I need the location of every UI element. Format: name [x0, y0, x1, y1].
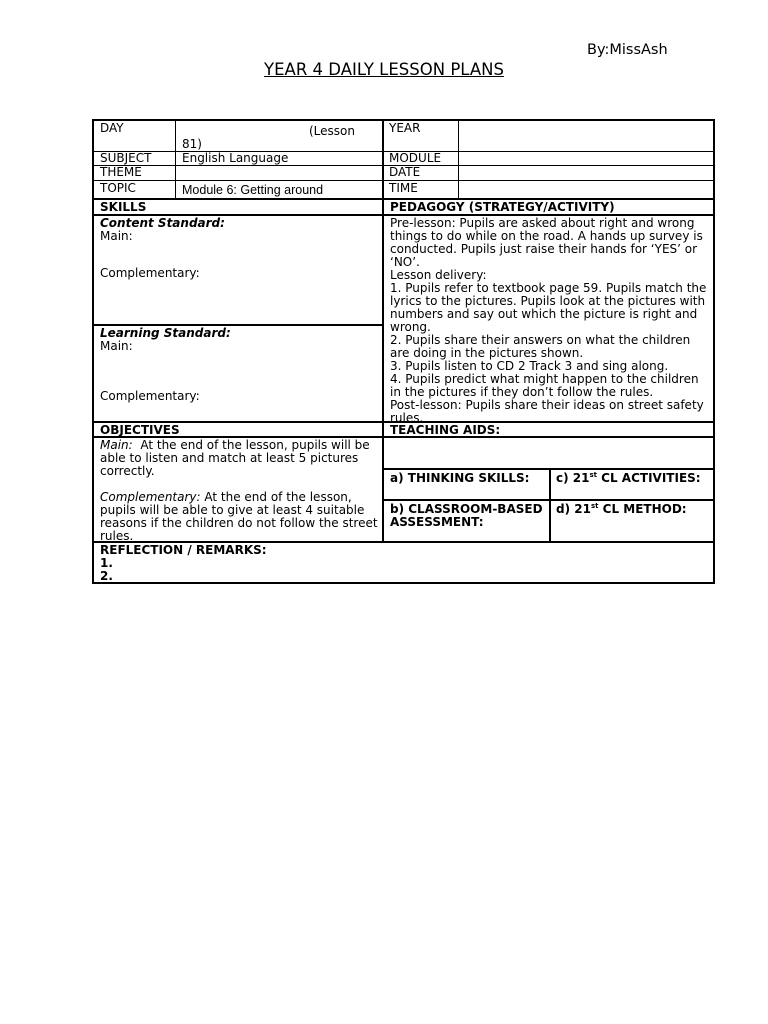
delivery-step-3: 3. Pupils listen to CD 2 Track 3 and sing along.: [390, 359, 669, 373]
learning-complementary-label: Complementary:: [100, 389, 200, 403]
delivery-step-2: 2. Pupils share their answers on what the children are doing in the pictures shown.: [390, 333, 691, 360]
author-credit: By:MissAsh: [587, 42, 668, 58]
column-divider: [382, 121, 384, 541]
module-label: MODULE: [389, 151, 442, 165]
objective-main: [100, 439, 378, 478]
column-divider: [549, 468, 551, 541]
delivery-step-4: 4. Pupils predict what might happen to the children in the pictures if they don’t follow the rules.: [390, 372, 699, 399]
lesson-tag: (Lesson: [309, 124, 355, 138]
pre-lesson-text: Pre-lesson: Pupils are asked about right and wrong things to do while on the road. A hands up survey is conducted. Pupils just raise their hands for ‘YES’ or ‘NO’.: [390, 216, 703, 269]
subject-value: English Language: [182, 151, 289, 165]
teaching-aids-heading: TEACHING AIDS:: [390, 423, 501, 437]
topic-value: Module 6: Getting around: [182, 183, 324, 197]
reflection-item-1: 1.: [100, 556, 113, 570]
theme-label: THEME: [100, 165, 142, 179]
pedagogy-heading: PEDAGOGY (STRATEGY/ACTIVITY): [390, 200, 615, 214]
pedagogy-activities: [390, 217, 710, 425]
content-complementary-label: Complementary:: [100, 266, 200, 280]
objective-complementary: [100, 491, 378, 543]
day-label: DAY: [100, 121, 124, 135]
content-main-label: Main:: [100, 229, 133, 243]
lesson-delivery-label: Lesson delivery:: [390, 268, 487, 282]
learning-standard-heading: Learning Standard:: [100, 326, 231, 340]
reflection-heading: REFLECTION / REMARKS:: [100, 543, 267, 557]
delivery-step-1: 1. Pupils refer to textbook page 59. Pupils match the lyrics to the pictures. Pupils look at the pictures with numbers and say out which the picture is right and wrong.: [390, 281, 707, 334]
column-divider: [458, 121, 459, 198]
page-title: YEAR 4 DAILY LESSON PLANS: [264, 60, 504, 79]
objective-comp-text: At the end of the lesson, pupils will be able to give at least 4 suitable reasons if the children do not follow the street rules.: [100, 490, 378, 543]
row-divider: [382, 468, 713, 470]
skills-heading: SKILLS: [100, 200, 147, 214]
objective-comp-label: Complementary:: [100, 490, 201, 504]
assessment-label: b) CLASSROOM-BASED ASSESSMENT:: [390, 502, 543, 529]
reflection-item-2: 2.: [100, 569, 113, 583]
date-label: DATE: [389, 165, 421, 179]
learning-main-label: Main:: [100, 339, 133, 353]
post-lesson-text: Post-lesson: Pupils share their ideas on street safety rules.: [390, 398, 704, 425]
objective-main-label: Main:: [100, 438, 133, 452]
column-divider: [175, 121, 176, 198]
thinking-skills-label: a) THINKING SKILLS:: [390, 471, 530, 485]
time-label: TIME: [389, 181, 418, 195]
lesson-number: 81): [182, 137, 202, 151]
year-label: YEAR: [389, 121, 421, 135]
cl-method-label: d) 21st CL METHOD:: [556, 502, 687, 516]
content-standard-heading: Content Standard:: [100, 216, 225, 230]
topic-label: TOPIC: [100, 181, 136, 195]
lesson-plan-table: [92, 119, 715, 584]
objective-main-text: At the end of the lesson, pupils will be able to listen and match at least 5 pictures correctly.: [100, 438, 370, 478]
cl-activities-label: c) 21st CL ACTIVITIES:: [556, 471, 701, 485]
subject-label: SUBJECT: [100, 151, 152, 165]
objectives-heading: OBJECTIVES: [100, 423, 180, 437]
row-divider: [382, 499, 713, 501]
